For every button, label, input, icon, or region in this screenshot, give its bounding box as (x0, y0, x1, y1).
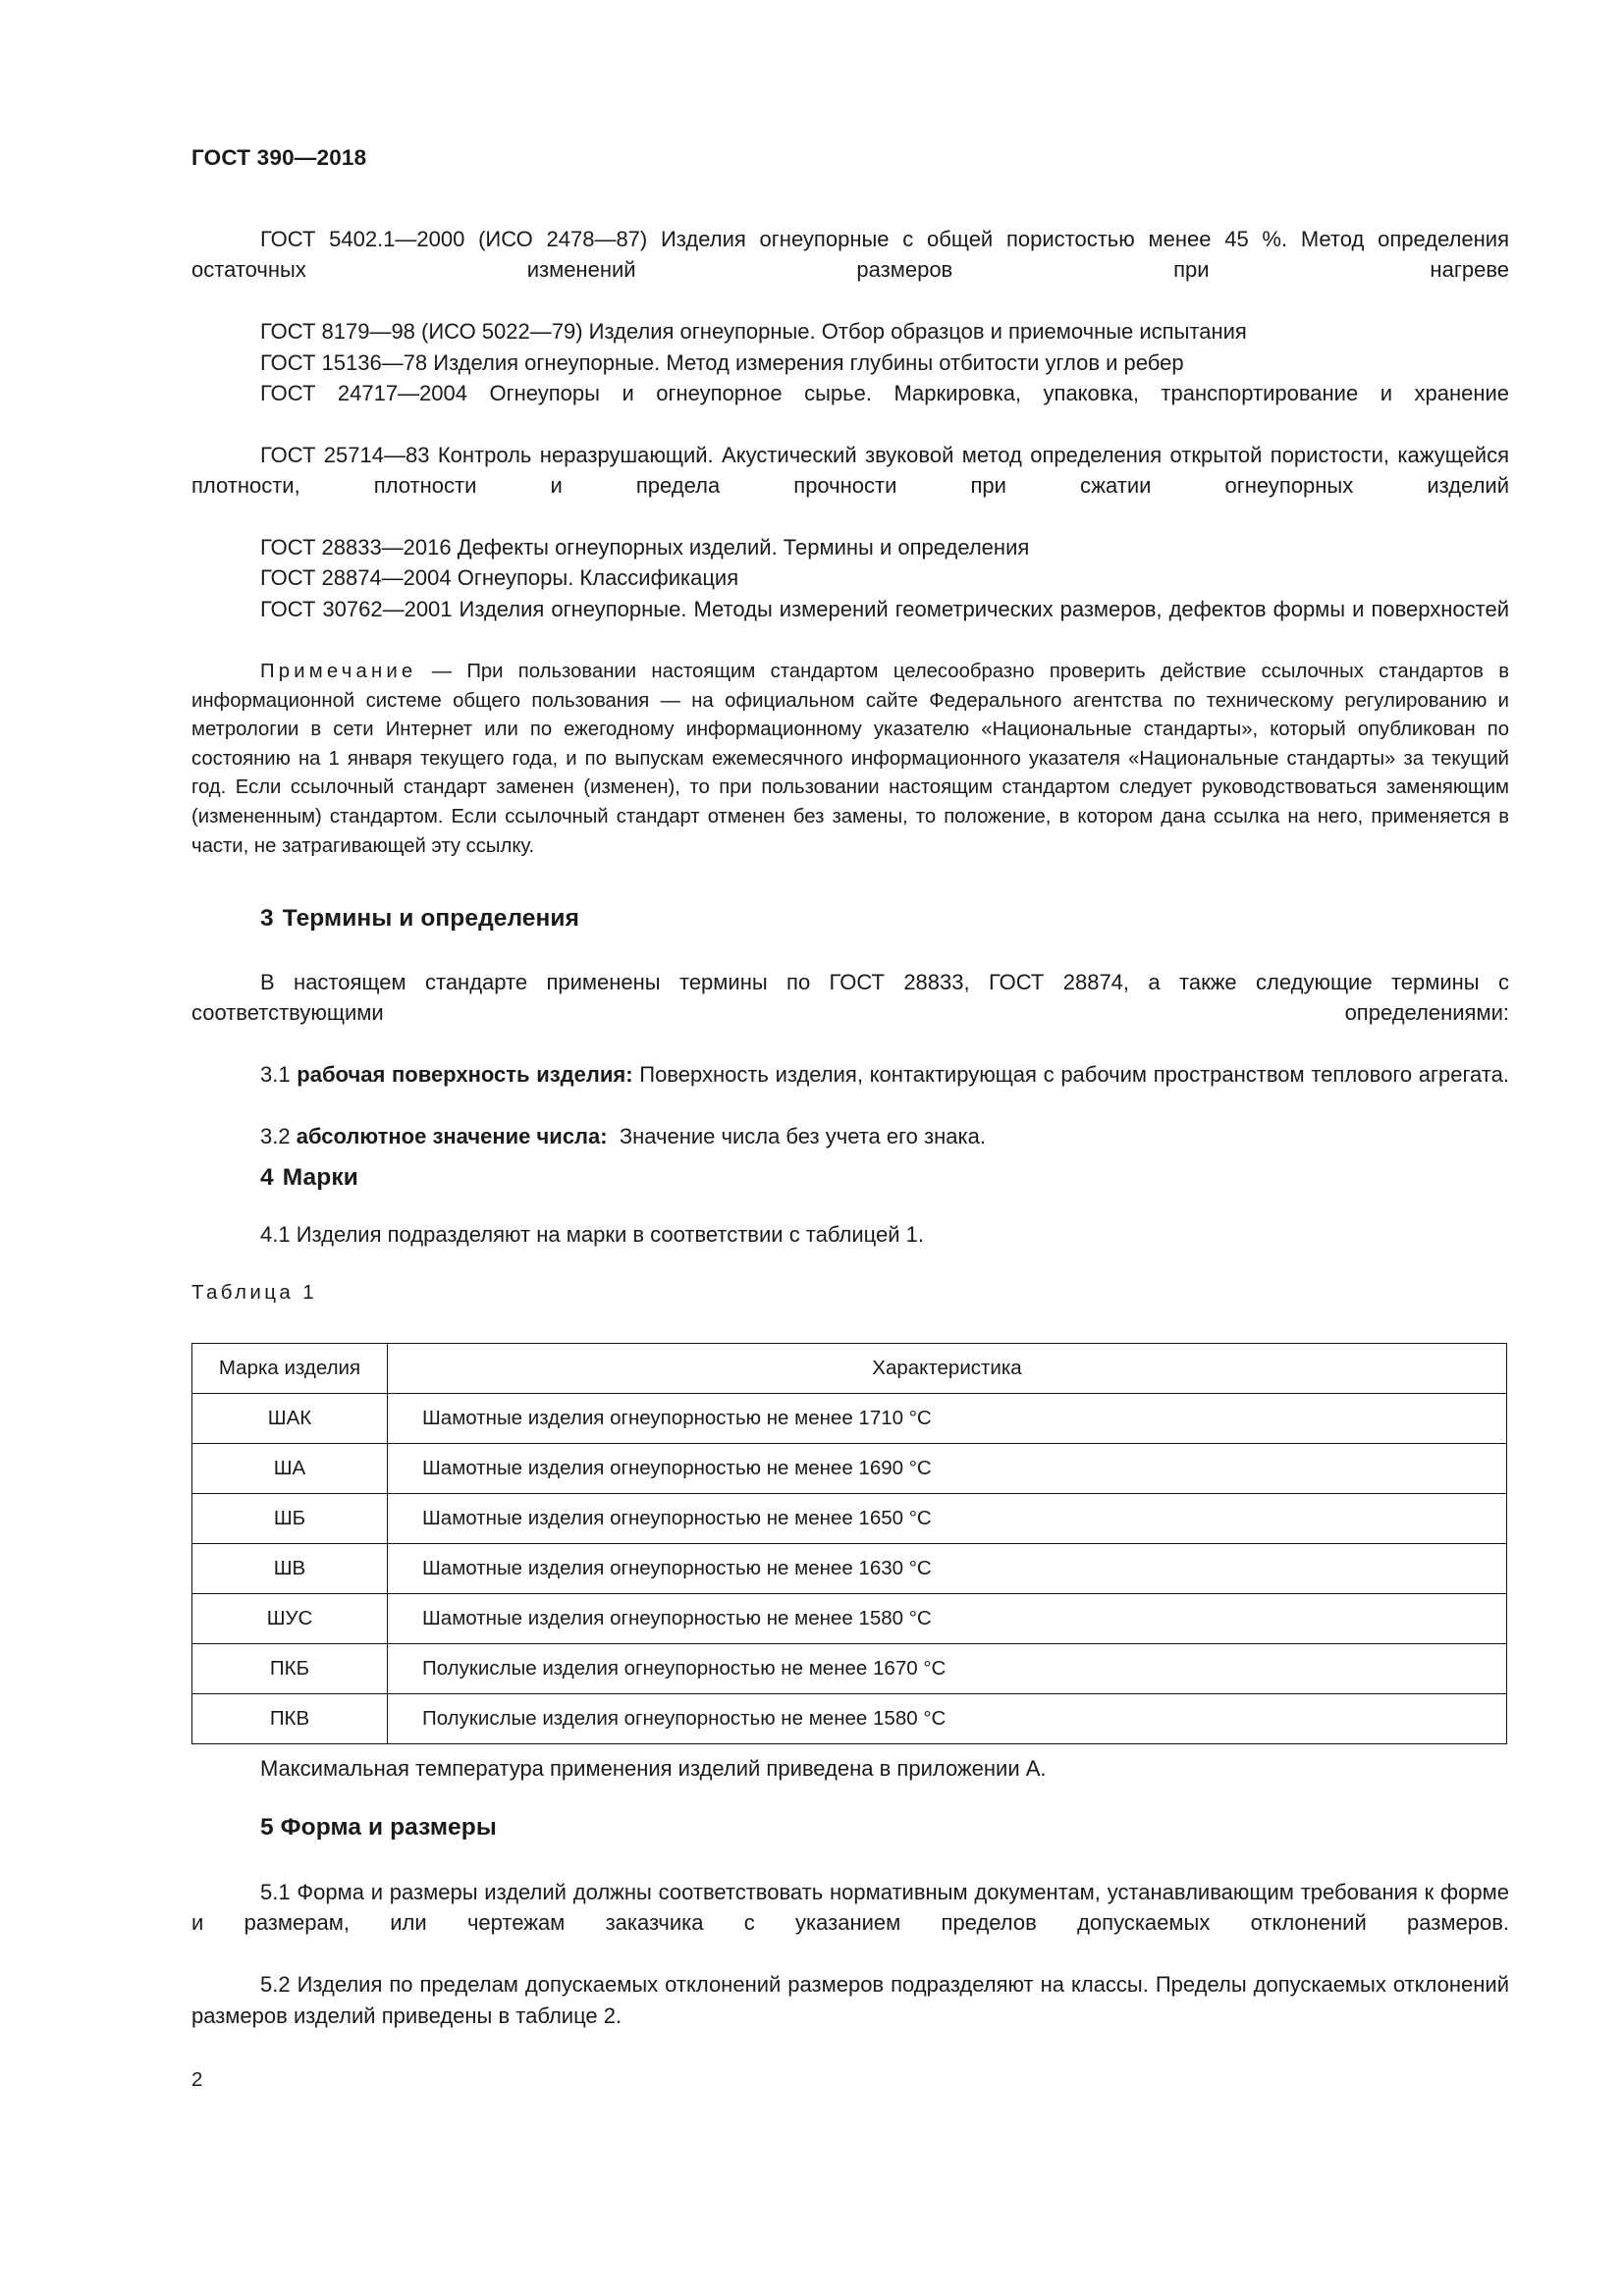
document-header-standard-id: ГОСТ 390—2018 (191, 145, 367, 170)
table-row (192, 1544, 1507, 1594)
table-cell-characteristic: Шамотные изделия огнеупорностью не менее 1650 °С (388, 1494, 1507, 1544)
note-dash: — (416, 661, 467, 682)
section-3-intro: В настоящем стандарте применены термины по ГОСТ 28833, ГОСТ 28874, а также следующие термины с соответствующими определениями: (191, 970, 1509, 1026)
table-cell-mark: ШВ (192, 1544, 388, 1594)
section-3-body (191, 967, 1509, 1151)
heading-section-3-title: Термины и определения (282, 905, 579, 932)
table-header-row (192, 1344, 1507, 1394)
table-row (192, 1594, 1507, 1644)
section-5-body (191, 1877, 1509, 2031)
term-3-1-label: рабочая поверхность изделия: (297, 1062, 633, 1088)
after-table-note: Максимальная температура применения изделий приведена в приложении А. (260, 1756, 1047, 1781)
heading-section-5-number: 5 (260, 1814, 274, 1841)
clause-4-1: 4.1 Изделия подразделяют на марки в соответствии с таблицей 1. (260, 1222, 924, 1247)
table-cell-mark: ША (192, 1444, 388, 1494)
table-row (192, 1444, 1507, 1494)
term-3-1-definition: Поверхность изделия, контактирующая с рабочим пространством теплового агрегата. (639, 1062, 1509, 1088)
table-cell-characteristic: Шамотные изделия огнеупорностью не менее 1580 °С (388, 1594, 1507, 1644)
table-row (192, 1644, 1507, 1694)
table-1-marks (191, 1343, 1507, 1744)
table-cell-characteristic: Шамотные изделия огнеупорностью не менее 1630 °С (388, 1544, 1507, 1594)
reference-item: ГОСТ 28833—2016 Дефекты огнеупорных изделий. Термины и определения (260, 535, 1030, 561)
table-cell-characteristic: Полукислые изделия огнеупорностью не менее 1670 °С (388, 1644, 1507, 1694)
table-cell-characteristic: Шамотные изделия огнеупорностью не менее 1690 °С (388, 1444, 1507, 1494)
table-cell-mark: ПКБ (192, 1644, 388, 1694)
page-number: 2 (191, 2068, 203, 2091)
reference-item: ГОСТ 25714—83 Контроль неразрушающий. Акустический звуковой метод определения открытой пористости, кажущейся плотности, плотности и предела прочности при сжатии огнеупорных изделий (191, 442, 1509, 499)
heading-section-5 (260, 1814, 497, 1842)
term-3-2-label: абсолютное значение числа: (296, 1124, 608, 1149)
table-col-header-characteristic: Характеристика (388, 1344, 1507, 1394)
heading-section-4-title: Марки (282, 1164, 358, 1191)
term-3-2 (191, 1121, 1509, 1151)
table-cell-characteristic: Шамотные изделия огнеупорностью не менее 1710 °С (388, 1394, 1507, 1444)
reference-item: ГОСТ 8179—98 (ИСО 5022—79) Изделия огнеупорные. Отбор образцов и приемочные испытания (260, 319, 1247, 345)
table-cell-mark: ПКВ (192, 1694, 388, 1744)
term-3-1-number: 3.1 (260, 1062, 291, 1088)
table-row (192, 1494, 1507, 1544)
heading-section-3-number: 3 (260, 905, 274, 932)
reference-item: ГОСТ 15136—78 Изделия огнеупорные. Метод измерения глубины отбитости углов и ребер (260, 349, 1184, 375)
term-3-2-definition: Значение числа без учета его знака. (619, 1124, 986, 1149)
table-cell-characteristic: Полукислые изделия огнеупорностью не менее 1580 °С (388, 1694, 1507, 1744)
reference-item: ГОСТ 28874—2004 Огнеупоры. Классификация (260, 565, 739, 591)
note-label: Примечание (260, 661, 417, 682)
table-row (192, 1394, 1507, 1444)
clause-5-1: 5.1 Форма и размеры изделий должны соответствовать нормативным документам, устанавливающим требования к форме и размерам, или чертежам заказчика с указанием пределов допускаемых отклонений размеров. (191, 1880, 1509, 1936)
heading-section-4 (260, 1164, 358, 1192)
clause-5-2: 5.2 Изделия по пределам допускаемых отклонений размеров подразделяют на классы. Пределы допускаемых отклонений размеров изделий приведены в таблице 2. (191, 1972, 1509, 2028)
heading-section-5-title: Форма и размеры (280, 1814, 497, 1841)
reference-item: ГОСТ 24717—2004 Огнеупоры и огнеупорное сырье. Маркировка, упаковка, транспортирование и хранение (260, 381, 1509, 406)
normative-references-block (191, 224, 1509, 656)
section-4-body (191, 1219, 1509, 1250)
table-col-header-mark: Марка изделия (192, 1344, 388, 1394)
note-paragraph (191, 658, 1509, 861)
note-text: При пользовании настоящим стандартом целесообразно проверить действие ссылочных стандартов в информационной системе общего пользования — на официальном сайте Федерального агентства по техническому регулированию и метрологии в сети Интернет или по ежегодному информационному указателю «Национальные стандарты», который опубликован по состоянию на 1 января текущего года, и по выпускам ежемесячного информационного указателя «Национальные стандарты» за текущий год. Если ссылочный стандарт заменен (изменен), то при пользовании настоящим стандартом следует руководствоваться заменяющим (измененным) стандартом. Если ссылочный стандарт отменен без замены, то положение, в котором дана ссылка на него, применяется в части, не затрагивающей эту ссылку. (191, 661, 1509, 857)
reference-item: ГОСТ 5402.1—2000 (ИСО 2478—87) Изделия огнеупорные с общей пористостью менее 45 %. Метод определения остаточных изменений размеров при нагреве (191, 227, 1509, 283)
table-1-caption: Таблица 1 (191, 1281, 318, 1304)
heading-section-4-number: 4 (260, 1164, 274, 1191)
reference-item: ГОСТ 30762—2001 Изделия огнеупорные. Методы измерений геометрических размеров, дефектов формы и поверхностей (260, 596, 1509, 621)
table-row (192, 1694, 1507, 1744)
table-cell-mark: ШБ (192, 1494, 388, 1544)
heading-section-3 (260, 905, 579, 933)
term-3-1 (191, 1059, 1509, 1121)
table-cell-mark: ШУС (192, 1594, 388, 1644)
section-4-after-table (191, 1753, 1509, 1784)
table-cell-mark: ШАК (192, 1394, 388, 1444)
term-3-2-number: 3.2 (260, 1124, 291, 1149)
